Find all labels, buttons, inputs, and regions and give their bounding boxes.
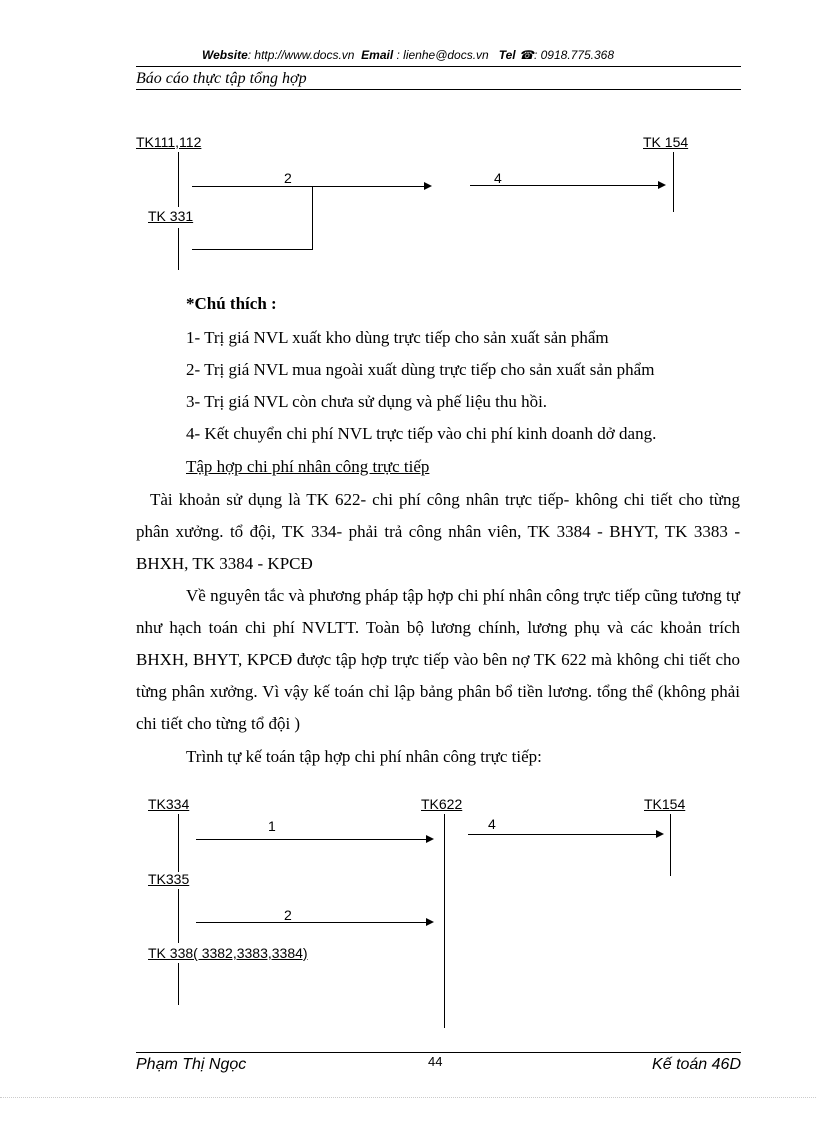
t-line-335 bbox=[178, 889, 179, 943]
paragraph-3: Trình tự kế toán tập hợp chi phí nhân công trực tiếp: bbox=[186, 747, 542, 766]
acct-111-112: TK111,112 bbox=[136, 134, 202, 150]
arrow-2-label: 2 bbox=[284, 170, 292, 186]
acct-154-b: TK154 bbox=[644, 796, 686, 812]
paragraph-1: Tài khoản sử dụng là TK 622- chi phí công nhân trực tiếp- không chi tiết cho từng phân xưởng. tổ đội, TK 334- phải trả công nhân viên, TK 3384 - BHYT, TK 3383 - BHXH, TK 3384 - KPCĐ bbox=[136, 490, 740, 573]
email-label: Email bbox=[361, 48, 394, 62]
t-line-331 bbox=[178, 228, 179, 270]
footer-author: Phạm Thị Ngọc bbox=[136, 1056, 247, 1073]
notes-title: *Chú thích : bbox=[186, 294, 277, 313]
phone-icon: ☎ bbox=[519, 48, 534, 62]
arrow-2-b-label: 2 bbox=[284, 907, 292, 923]
arrow-2-b bbox=[196, 922, 432, 923]
page-edge bbox=[0, 1097, 816, 1098]
website-label: Website bbox=[201, 48, 248, 62]
t-line-154-b bbox=[670, 814, 671, 876]
header-divider-top bbox=[136, 66, 741, 67]
acct-338: TK 338( 3382,3383,3384) bbox=[148, 945, 308, 961]
note-item-1: 1- Trị giá NVL xuất kho dùng trực tiếp cho sản xuất sản phẩm bbox=[186, 328, 609, 347]
acct-334: TK334 bbox=[148, 796, 190, 812]
arrow-4-b bbox=[468, 834, 662, 835]
t-line-111 bbox=[178, 152, 179, 207]
note-item-3: 3- Trị giá NVL còn chưa sử dụng và phế liệu thu hồi. bbox=[186, 392, 548, 411]
acct-154: TK 154 bbox=[643, 134, 689, 150]
website-value[interactable]: : http://www.docs.vn bbox=[247, 48, 355, 62]
page-number: 44 bbox=[428, 1054, 443, 1069]
tel-label: Tel bbox=[498, 48, 516, 62]
paragraph-2: Về nguyên tắc và phương pháp tập hợp chi phí nhân công trực tiếp cũng tương tự như hạch toán chi phí NVLTT. Toàn bộ lương chính, lương phụ và các khoản trích BHXH, BHYT, KPCĐ được tập hợp trực tiếp vào bên nợ TK 622 mà không chi tiết cho từng phân xưởng. Vì vậy kế toán chỉ lập bảng phân bổ tiền lương. tổng thể (không phải chi tiết cho từng tổ đội ) bbox=[136, 586, 740, 733]
connector-331-h bbox=[192, 249, 313, 250]
connector-331 bbox=[312, 186, 313, 250]
arrow-4-b-label: 4 bbox=[488, 816, 496, 832]
header-divider-bottom bbox=[136, 89, 741, 90]
header-contact bbox=[0, 48, 816, 62]
acct-335: TK335 bbox=[148, 871, 190, 887]
t-line-338 bbox=[178, 963, 179, 1005]
section-heading: Tập hợp chi phí nhân công trực tiếp bbox=[186, 457, 430, 476]
arrow-1-label: 1 bbox=[268, 818, 276, 834]
t-line-154 bbox=[673, 152, 674, 212]
report-title: Báo cáo thực tập tổng hợp bbox=[136, 70, 307, 87]
acct-622: TK622 bbox=[421, 796, 463, 812]
acct-331: TK 331 bbox=[148, 208, 194, 224]
t-line-334 bbox=[178, 814, 179, 872]
t-line-622 bbox=[444, 814, 445, 1028]
note-item-4: 4- Kết chuyển chi phí NVL trực tiếp vào chi phí kinh doanh dở dang. bbox=[186, 424, 657, 443]
tel-value: : 0918.775.368 bbox=[533, 48, 615, 62]
footer-divider bbox=[136, 1052, 741, 1053]
footer-class: Kế toán 46D bbox=[652, 1056, 741, 1073]
arrow-4-label: 4 bbox=[494, 170, 502, 186]
arrow-1 bbox=[196, 839, 432, 840]
note-item-2: 2- Trị giá NVL mua ngoài xuất dùng trực tiếp cho sản xuất sản phẩm bbox=[186, 360, 655, 379]
arrow-2 bbox=[192, 186, 430, 187]
email-value[interactable]: : lienhe@docs.vn bbox=[396, 48, 489, 62]
